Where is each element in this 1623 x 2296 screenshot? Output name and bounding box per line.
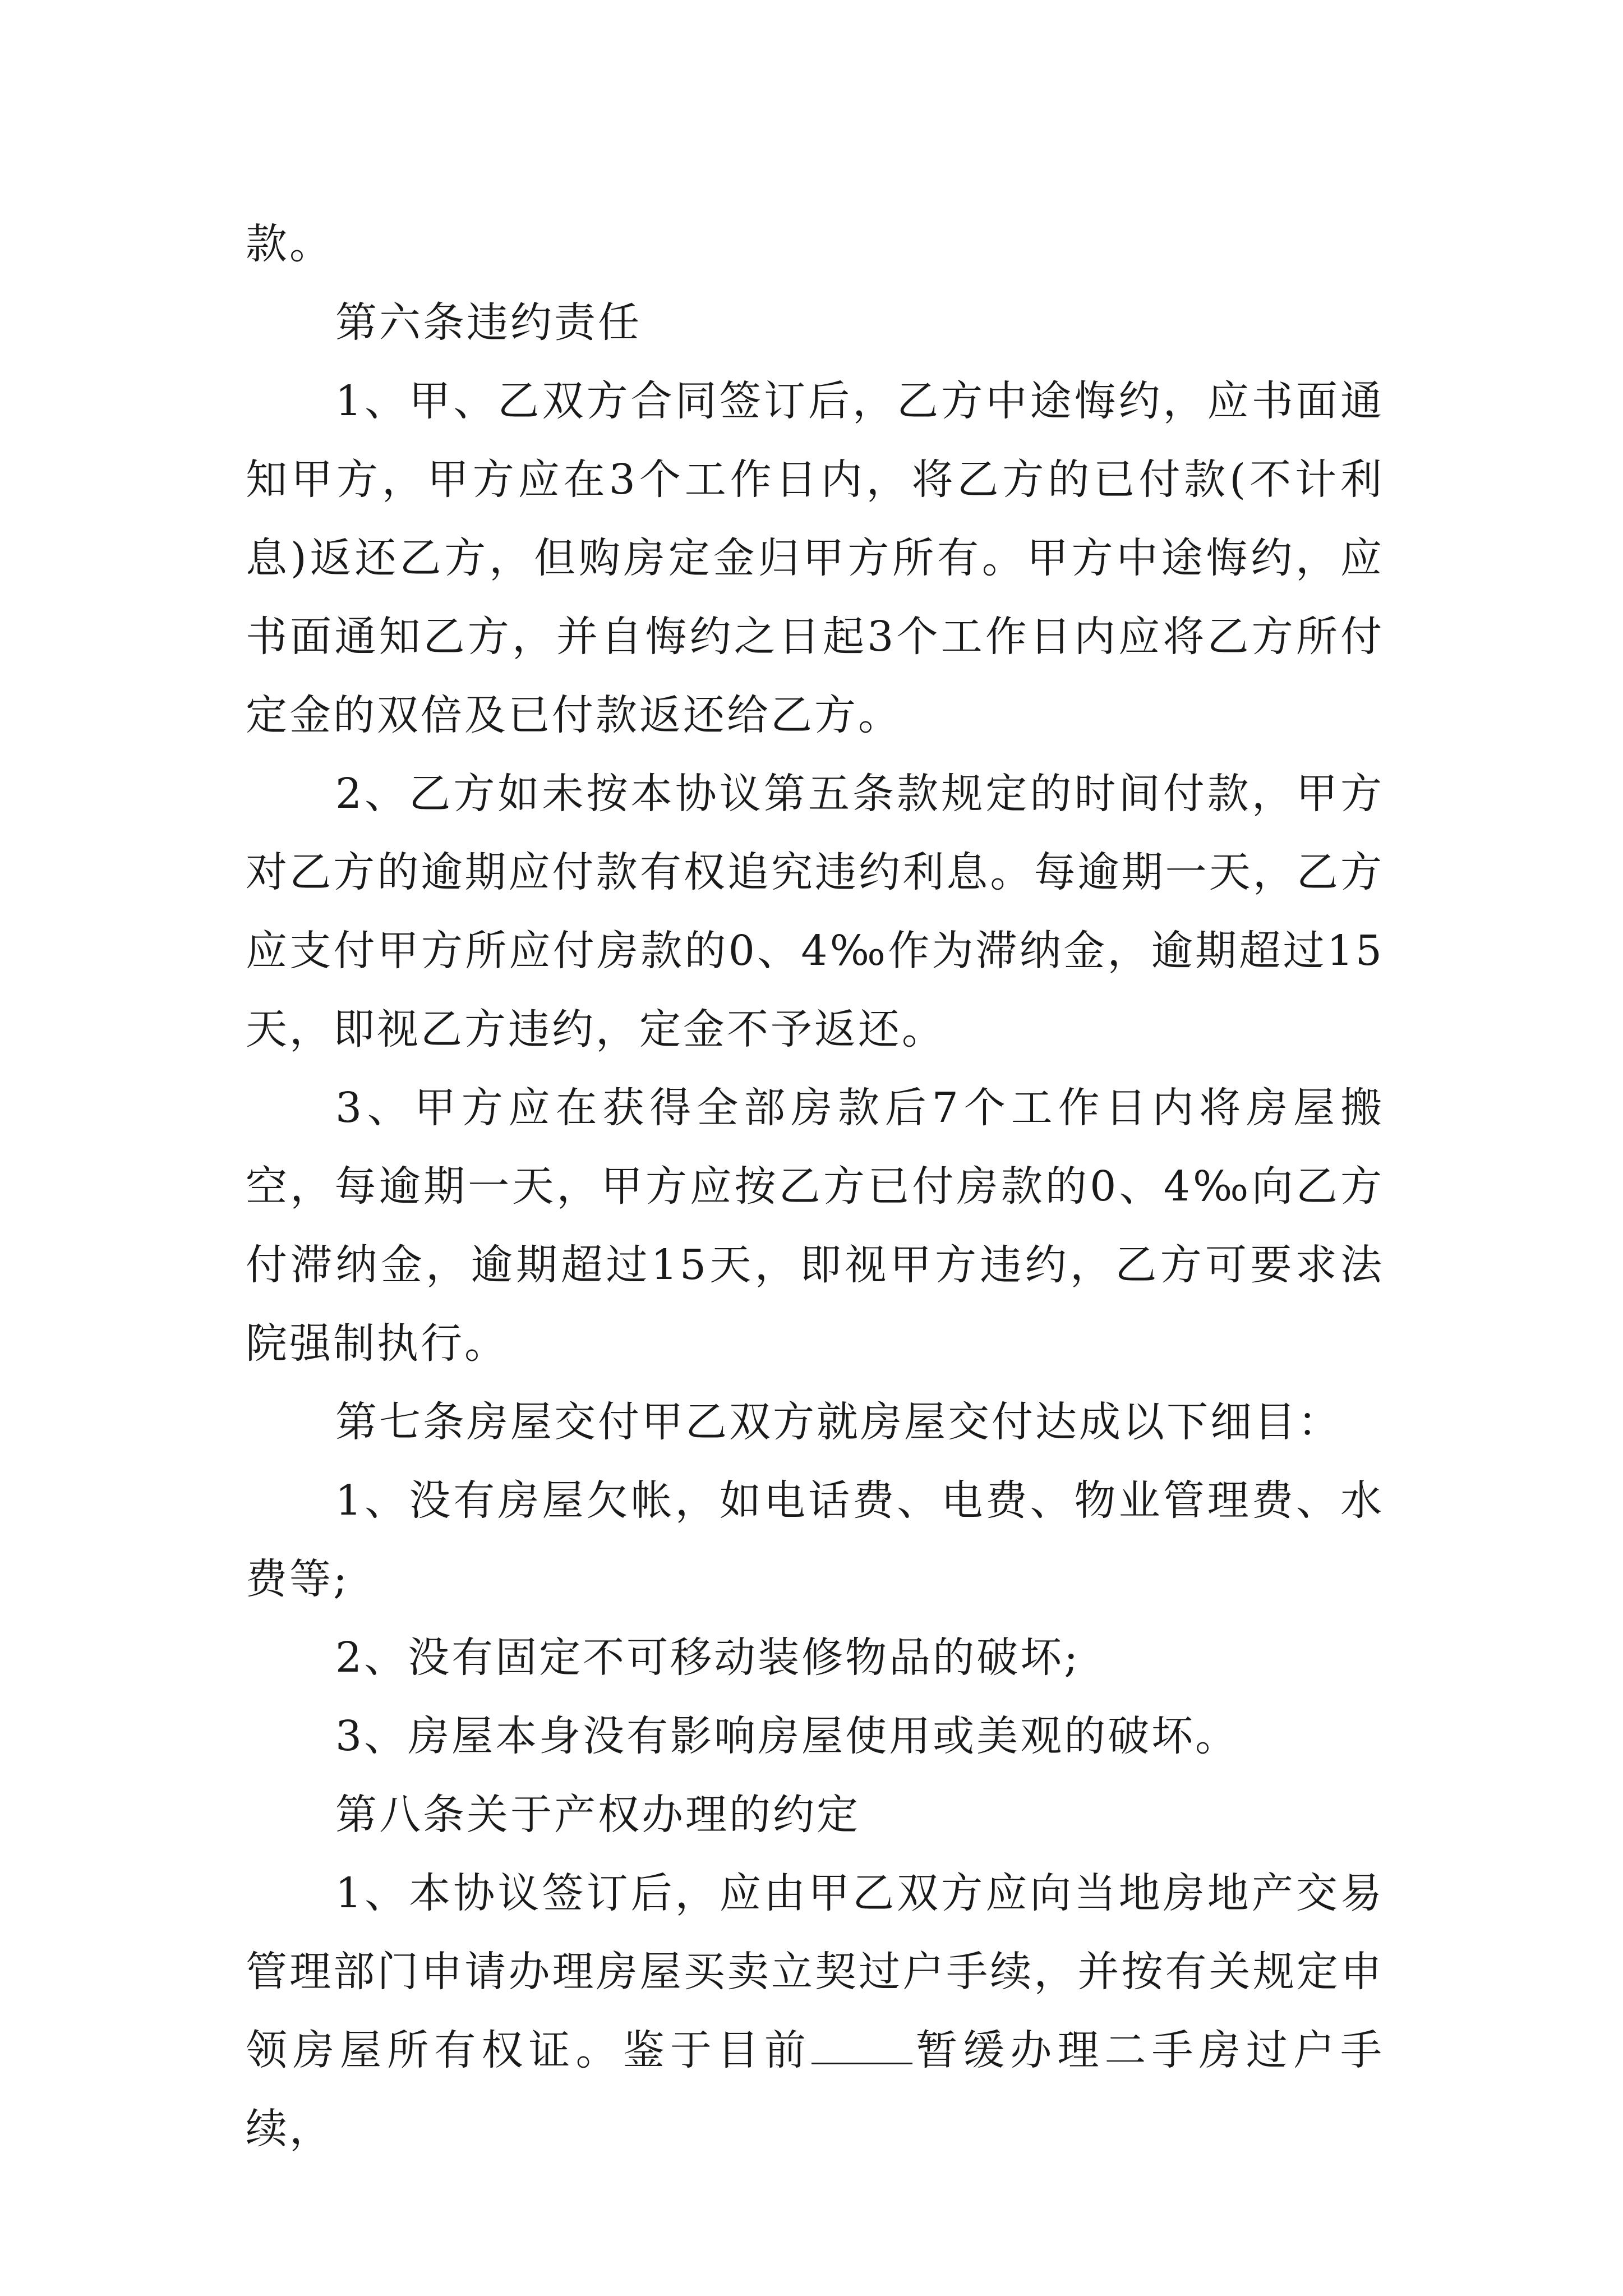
article-six-clause-3: 3、甲方应在获得全部房款后7个工作日内将房屋搬空，每逾期一天，甲方应按乙方已付房款的0、4‰向乙方付滞纳金，逾期超过15天，即视甲方违约，乙方可要求法院强制执行。 bbox=[246, 1084, 1384, 1368]
article-eight-clause-1-tail: 暂缓办理二手房过户手续， bbox=[246, 2026, 1385, 2153]
article-seven-item-3: 3、房屋本身没有影响房屋使用或美观的破坏。 bbox=[335, 1712, 1239, 1760]
document-page bbox=[246, 205, 1384, 2168]
paragraph-continuation: 款。 bbox=[246, 220, 333, 268]
article-seven-item-2: 2、没有固定不可移动装修物品的破坏; bbox=[335, 1634, 1081, 1682]
article-seven-item-1: 1、没有房屋欠帐，如电话费、电费、物业管理费、水费等; bbox=[246, 1476, 1384, 1603]
article-six-heading: 第六条违约责任 bbox=[335, 298, 642, 347]
article-six-clause-1: 1、甲、乙双方合同签订后，乙方中途悔约，应书面通知甲方，甲方应在3个工作日内，将乙方的已付款(不计利息)返还乙方，但购房定金归甲方所有。甲方中途悔约，应书面通知乙方，并自悔约之日起3个工作日内应将乙方所付定金的双倍及已付款返还给乙方。 bbox=[246, 377, 1384, 739]
article-eight-clause-1-head: 1、本协议签订后，应由甲乙双方应向当地房地产交易管理部门申请办理房屋买卖立契过户手续，并按有关规定申领房屋所有权证。鉴于目前 bbox=[246, 1869, 1384, 2074]
fill-in-blank bbox=[811, 2029, 912, 2064]
article-eight-heading: 第八条关于产权办理的约定 bbox=[335, 1791, 860, 1839]
article-seven-heading: 第七条房屋交付甲乙双方就房屋交付达成以下细目： bbox=[335, 1398, 1341, 1446]
article-six-clause-2: 2、乙方如未按本协议第五条款规定的时间付款，甲方对乙方的逾期应付款有权追究违约利息。每逾期一天，乙方应支付甲方所应付房款的0、4‰作为滞纳金，逾期超过15天，即视乙方违约，定金不予返还。 bbox=[246, 770, 1384, 1053]
article-eight-clause-1 bbox=[246, 1854, 1384, 2168]
